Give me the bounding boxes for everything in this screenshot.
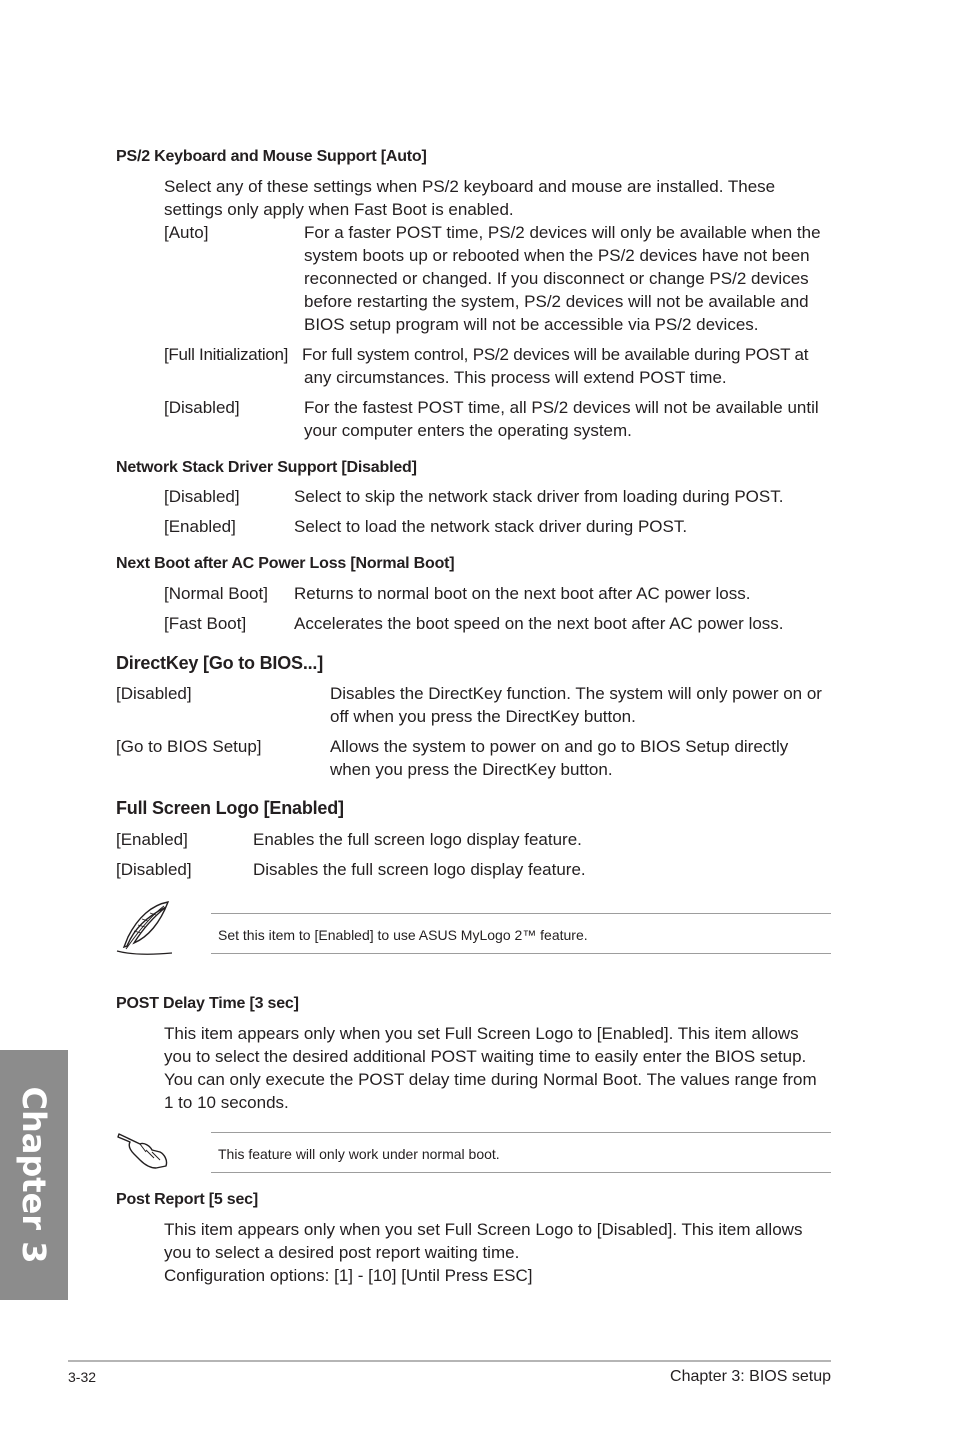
note1-bottom-rule	[211, 953, 831, 954]
network-option-text: Select to skip the network stack driver from loading during POST.	[294, 487, 784, 506]
ps2-option-text: For the fastest POST time, all PS/2 devices will not be available until	[304, 398, 819, 417]
note1-text: Set this item to [Enabled] to use ASUS MyLogo 2™ feature.	[218, 927, 588, 943]
note2-text: This feature will only work under normal boot.	[218, 1146, 500, 1162]
logo-option-key: [Disabled]	[116, 860, 192, 879]
directkey-title: DirectKey [Go to BIOS...]	[116, 653, 324, 673]
directkey-option-text: when you press the DirectKey button.	[330, 760, 613, 779]
logo-option-key: [Enabled]	[116, 830, 188, 849]
directkey-option-text: Allows the system to power on and go to BIOS Setup directly	[330, 737, 789, 756]
ps2-option-text: For full system control, PS/2 devices will be available during POST at	[302, 345, 809, 364]
ps2-option-text: reconnected or changed. If you disconnect or change PS/2 devices	[304, 269, 809, 288]
ps2-option-key: [Auto]	[164, 223, 209, 242]
ps2-title: PS/2 Keyboard and Mouse Support [Auto]	[116, 148, 427, 165]
ps2-option-key: [Disabled]	[164, 398, 240, 417]
postdelay-text: This item appears only when you set Full Screen Logo to [Enabled]. This item allows	[164, 1024, 799, 1043]
footer-chapter-title: Chapter 3: BIOS setup	[670, 1368, 831, 1385]
directkey-option-text: Disables the DirectKey function. The system will only power on or	[330, 684, 822, 703]
nextboot-option-key: [Fast Boot]	[164, 614, 247, 633]
network-option-text: Select to load the network stack driver during POST.	[294, 517, 688, 536]
postreport-title: Post Report [5 sec]	[116, 1191, 259, 1208]
postdelay-text: you to select the desired additional POST waiting time to easily enter the BIOS setup.	[164, 1047, 807, 1066]
ps2-option-text: before restarting the system, PS/2 devices will not be available and	[304, 292, 809, 311]
ps2-option-text: your computer enters the operating system.	[304, 421, 632, 440]
directkey-option-text: off when you press the DirectKey button.	[330, 707, 636, 726]
directkey-option-key: [Go to BIOS Setup]	[116, 737, 262, 756]
ps2-option-text: For a faster POST time, PS/2 devices will only be available when the	[304, 223, 821, 242]
postdelay-text: You can only execute the POST delay time during Normal Boot. The values range from	[164, 1070, 817, 1089]
postdelay-text: 1 to 10 seconds.	[164, 1093, 289, 1112]
note2-bottom-rule	[211, 1172, 831, 1173]
note2-top-rule	[211, 1132, 831, 1133]
ps2-option-text: any circumstances. This process will extend POST time.	[304, 368, 727, 387]
footer-page-number: 3-32	[68, 1369, 97, 1385]
pointing-hand-icon	[116, 1128, 172, 1170]
nextboot-option-text: Accelerates the boot speed on the next boot after AC power loss.	[294, 614, 784, 633]
logo-option-text: Disables the full screen logo display feature.	[253, 860, 586, 879]
footer-rule	[68, 1360, 831, 1362]
directkey-option-key: [Disabled]	[116, 684, 192, 703]
network-title: Network Stack Driver Support [Disabled]	[116, 459, 417, 476]
ps2-option-text: system boots up or rebooted when the PS/2 devices have not been	[304, 246, 810, 265]
feather-pen-icon	[114, 899, 174, 957]
ps2-desc-line1: Select any of these settings when PS/2 keyboard and mouse are installed. These	[164, 177, 776, 196]
network-option-key: [Enabled]	[164, 517, 236, 536]
logo-option-text: Enables the full screen logo display feature.	[253, 830, 582, 849]
nextboot-option-key: [Normal Boot]	[164, 584, 268, 603]
postreport-text: This item appears only when you set Full Screen Logo to [Disabled]. This item allows	[164, 1220, 803, 1239]
postdelay-title: POST Delay Time [3 sec]	[116, 995, 299, 1012]
chapter-side-label: Chapter 3	[15, 1086, 53, 1264]
network-option-key: [Disabled]	[164, 487, 240, 506]
logo-title: Full Screen Logo [Enabled]	[116, 798, 344, 818]
ps2-option-key: [Full Initialization]	[164, 345, 289, 364]
postreport-text: Configuration options: [1] - [10] [Until Press ESC]	[164, 1266, 533, 1285]
nextboot-option-text: Returns to normal boot on the next boot after AC power loss.	[294, 584, 751, 603]
nextboot-title: Next Boot after AC Power Loss [Normal Boot]	[116, 555, 455, 572]
ps2-option-text: BIOS setup program will not be accessible via PS/2 devices.	[304, 315, 759, 334]
note1-top-rule	[211, 913, 831, 914]
postreport-text: you to select a desired post report waiting time.	[164, 1243, 520, 1262]
ps2-desc-line2: settings only apply when Fast Boot is enabled.	[164, 200, 514, 219]
